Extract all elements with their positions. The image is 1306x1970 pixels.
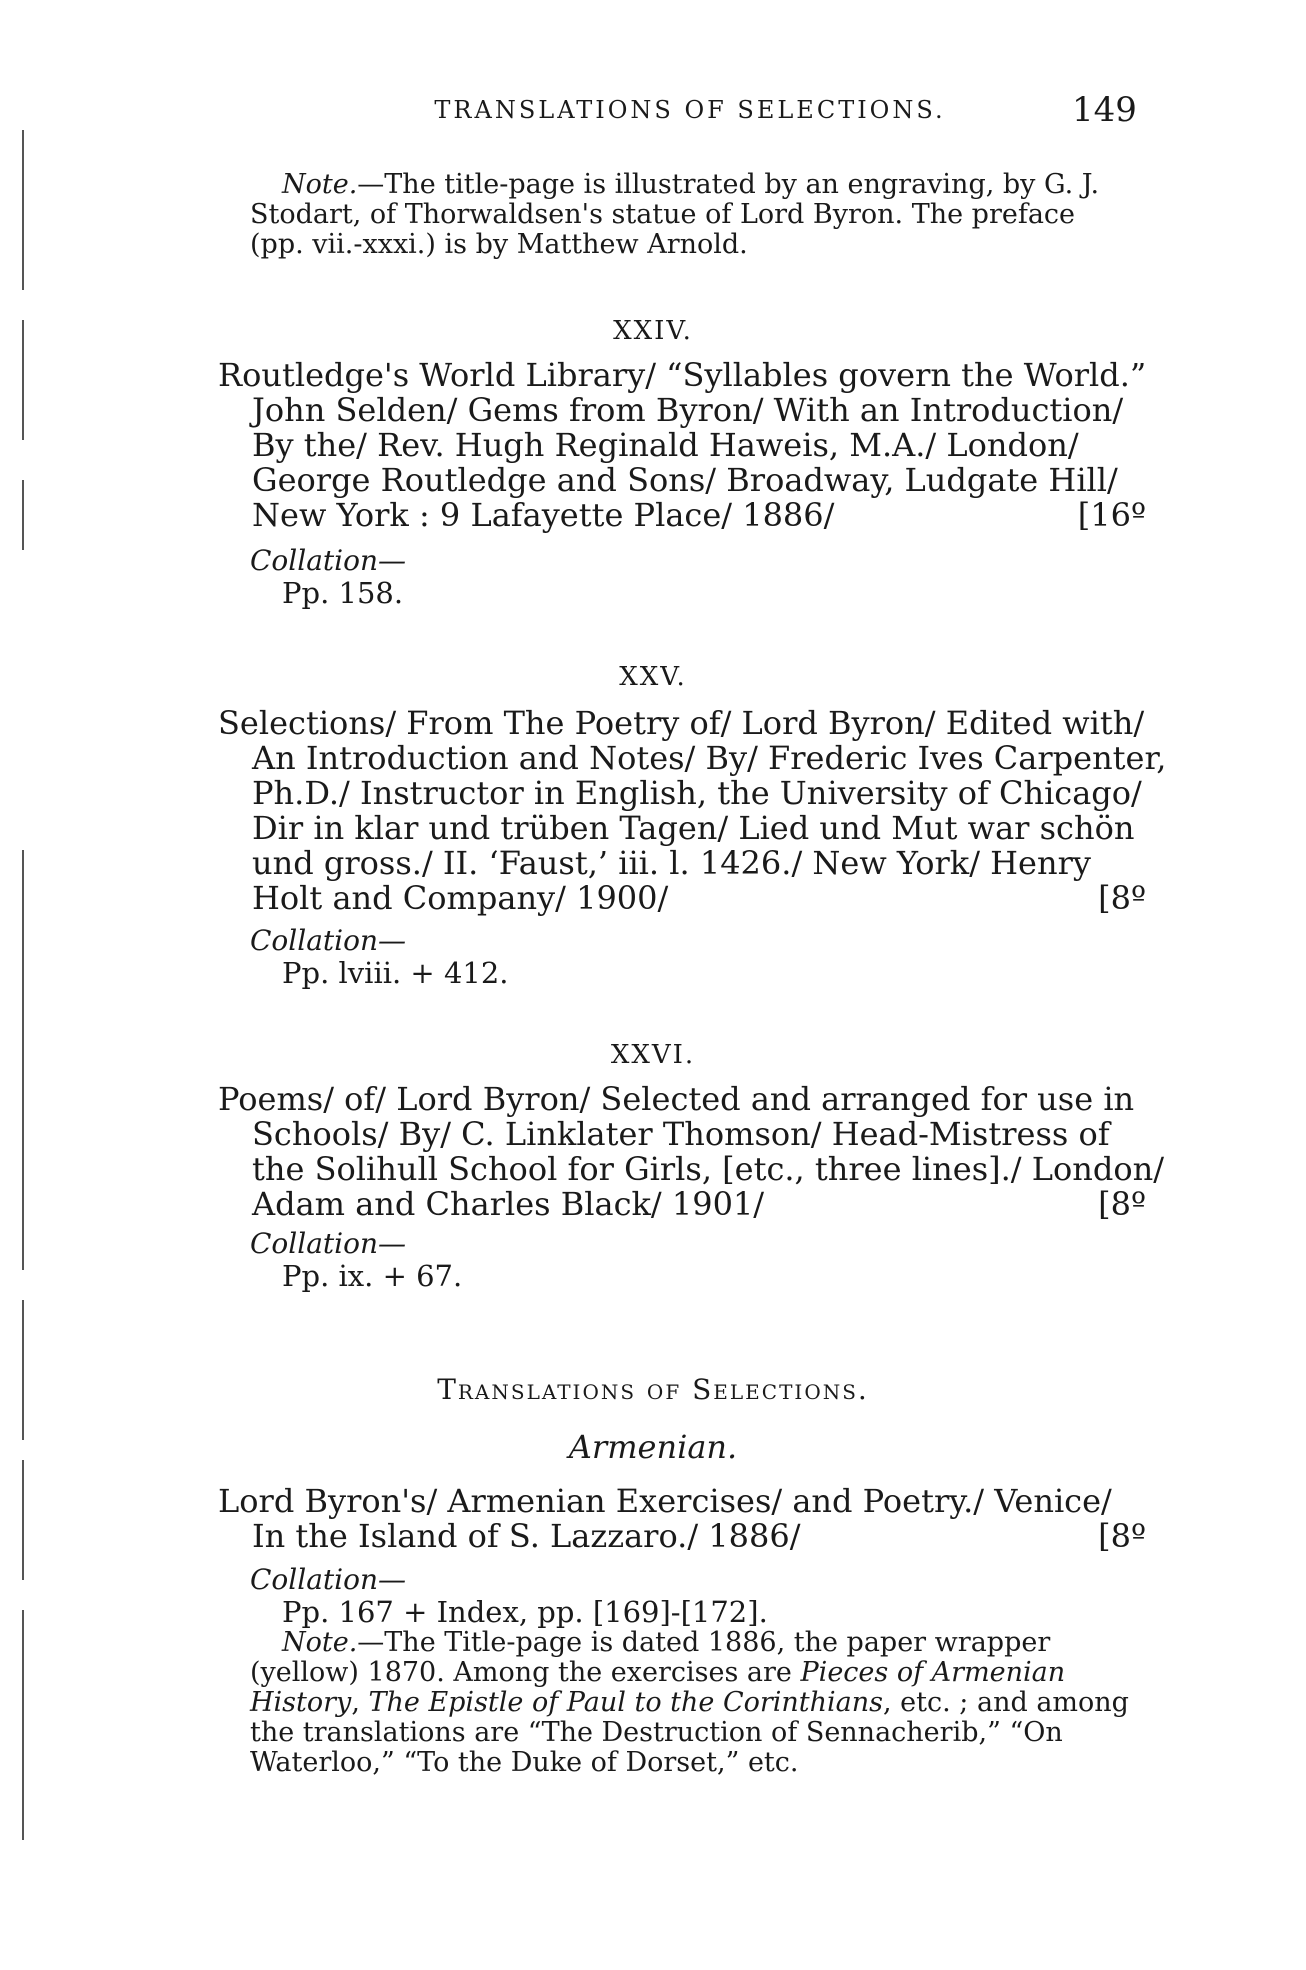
collation: [250, 1228, 462, 1292]
note-line: [250, 170, 1142, 200]
margin-mark: [22, 1300, 24, 1440]
italic-title: Pieces of Armenian: [800, 1657, 1066, 1688]
entry-line: [218, 881, 1146, 916]
note-line: the translations are “The Destruction of Sennacherib,” “On: [250, 1717, 1063, 1748]
entry-imprint: In the Island of S. Lazzaro./ 1886/: [252, 1517, 801, 1555]
collation: [250, 925, 509, 989]
entry-line: Ph.D./ Instructor in English, the University of Chicago/: [252, 774, 1142, 812]
collation: [250, 1564, 768, 1628]
note-line: Waterloo,” “To the Duke of Dorset,” etc.: [250, 1747, 799, 1778]
note-line: Stodart, of Thorwaldsen's statue of Lord Byron. The preface: [250, 199, 1076, 230]
entry-imprint: New York : 9 Lafayette Place/ 1886/: [252, 496, 835, 534]
entry-line: Selections/ From The Poetry of/ Lord Byron/ Edited with/: [218, 704, 1145, 742]
collation-pages: Pp. ix. + 67.: [282, 1259, 463, 1293]
collation: [250, 545, 406, 609]
top-note: [250, 170, 1142, 260]
entry-line: und gross./ II. ‘Faust,’ iii. l. 1426./ New York/ Henry: [252, 844, 1091, 882]
entry-line: Poems/ of/ Lord Byron/ Selected and arranged for use in: [218, 1080, 1135, 1118]
entry-line: Dir in klar und trüben Tagen/ Lied und Mut war schön: [252, 809, 1135, 847]
margin-mark: [22, 1460, 24, 1580]
collation-pages: Pp. lviii. + 412.: [282, 956, 509, 990]
note-text: —The Title-page is dated 1886, the paper wrapper: [357, 1627, 1051, 1658]
note-label: Note.: [282, 1627, 358, 1658]
collation-pages: Pp. 158.: [282, 576, 404, 610]
bibliography-entry: [218, 1484, 1146, 1554]
margin-mark: [22, 1610, 24, 1840]
note-line: History, The Epistle of Paul to the Corinthians, etc. ; and among: [250, 1687, 1129, 1718]
margin-mark: [22, 130, 24, 290]
entry-line: George Routledge and Sons/ Broadway, Ludgate Hill/: [252, 461, 1118, 499]
note-label: Note.: [282, 169, 358, 200]
italic-title: The Epistle of Paul to the Corinthians: [368, 1687, 884, 1718]
note-line: [250, 1658, 1142, 1688]
italic-title: History: [250, 1687, 352, 1718]
format-mark: [8º: [1098, 879, 1146, 917]
entry-imprint: Adam and Charles Black/ 1901/: [252, 1185, 765, 1223]
format-mark: [8º: [1098, 1185, 1146, 1223]
bibliography-entry: [218, 358, 1146, 533]
collation-label: Collation—: [250, 1227, 406, 1260]
entry-line: the Solihull School for Girls, [etc., three lines]./ London/: [252, 1150, 1164, 1188]
collation-label: Collation—: [250, 924, 406, 957]
bibliography-entry: [218, 1080, 1164, 1223]
format-mark: [8º: [1098, 1517, 1146, 1555]
note-line: [250, 1628, 1142, 1658]
entry-line: [218, 1187, 1146, 1222]
entry-line: Routledge's World Library/ “Syllables govern the World.”: [218, 356, 1147, 394]
entry-line: By the/ Rev. Hugh Reginald Haweis, M.A./ London/: [252, 426, 1079, 464]
format-mark: [16º: [1077, 496, 1146, 534]
entry-imprint: Holt and Company/ 1900/: [252, 879, 669, 917]
bibliography-entry: [218, 704, 1167, 917]
entry-line: [218, 1519, 1146, 1554]
note-text: (yellow) 1870. Among the exercises are: [250, 1657, 792, 1688]
entry-line: John Selden/ Gems from Byron/ With an Introduction/: [252, 391, 1124, 429]
note-text: , etc. ; and among: [883, 1687, 1129, 1718]
entry-line: [218, 498, 1146, 533]
page-number: 149: [1072, 90, 1137, 130]
note-line: (pp. vii.-xxxi.) is by Matthew Arnold.: [250, 229, 748, 260]
subsection-title: Armenian.: [568, 1428, 738, 1466]
entry-line: Lord Byron's/ Armenian Exercises/ and Poetry./ Venice/: [218, 1482, 1112, 1520]
entry-line: Schools/ By/ C. Linklater Thomson/ Head-Mistress of: [252, 1115, 1110, 1153]
collation-label: Collation—: [250, 1563, 406, 1596]
collation-label: Collation—: [250, 544, 406, 577]
entry-line: An Introduction and Notes/ By/ Frederic Ives Carpenter,: [252, 739, 1167, 777]
collation-pages: Pp. 167 + Index, pp. [169]-[172].: [282, 1595, 768, 1629]
note-text: —The title-page is illustrated by an engraving, by G. J.: [357, 169, 1100, 200]
entry-number: XXV.: [619, 662, 687, 692]
section-title: Translations of Selections.: [437, 1373, 869, 1406]
entry-number: XXIV.: [613, 316, 693, 346]
armenian-note: [250, 1628, 1142, 1778]
entry-number: XXVI.: [610, 1040, 696, 1070]
margin-mark: [22, 480, 24, 550]
running-title: TRANSLATIONS OF SELECTIONS.: [434, 96, 946, 124]
